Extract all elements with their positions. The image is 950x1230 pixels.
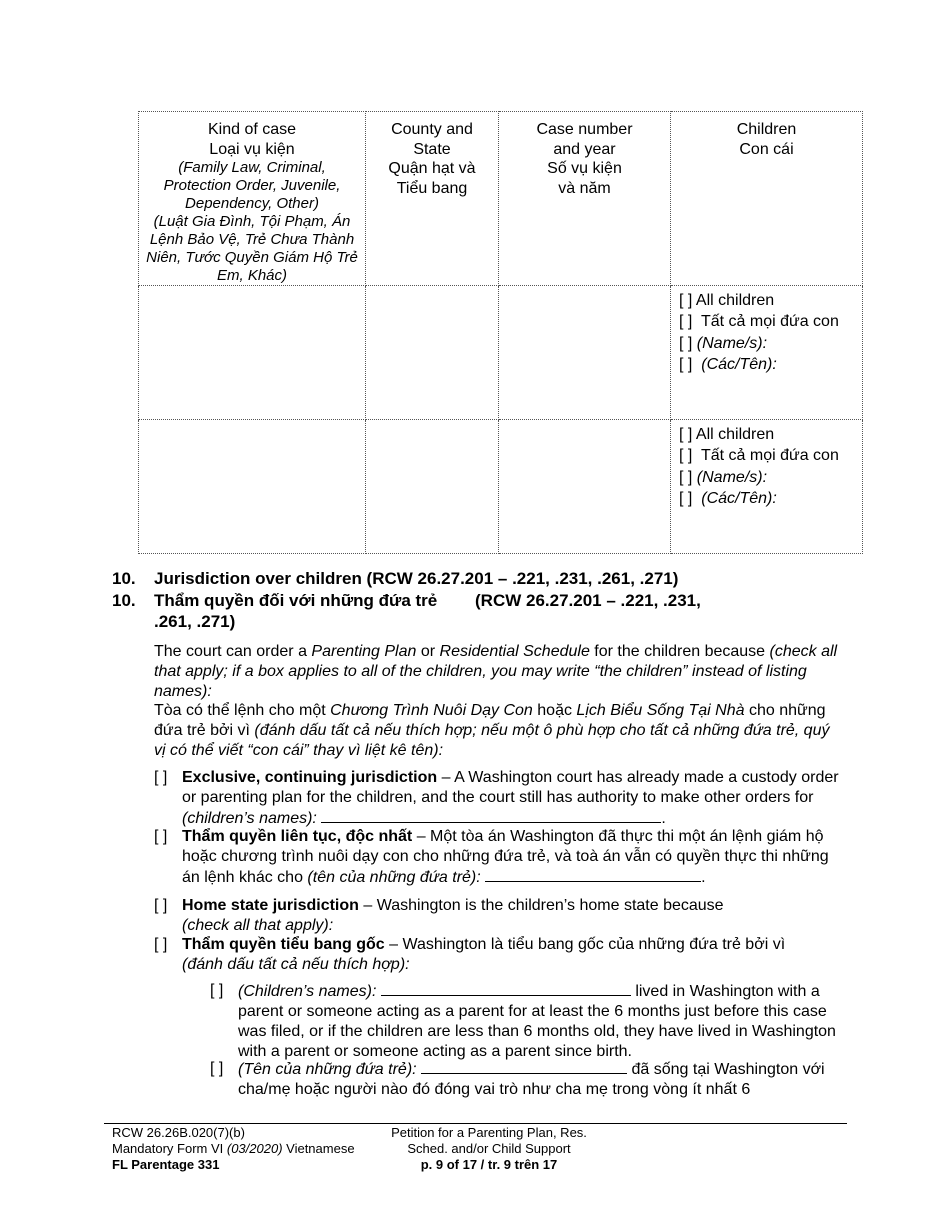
exclusive-jurisdiction-en: Exclusive, continuing jurisdiction – A Washington court has already made a custody order or parenting plan for the children, and the court still has authority to make other orders for (children’s names): .	[182, 769, 839, 827]
checkbox-lived-6-months[interactable]: [ ]	[210, 982, 224, 999]
intro-vi: Tòa có thể lệnh cho một Chương Trình Nuôi Dạy Con hoặc Lịch Biểu Sống Tại Nhà cho những đứa trẻ bởi vì (đánh dấu tất cả nếu thích hợp; nếu một ô phù hợp cho tất cả những đứa trẻ, quý vị có thể viết “con cái” thay vì liệt kê tên):	[154, 702, 830, 759]
header-kind-of-case	[139, 112, 366, 286]
checkbox-home-state[interactable]: [ ]	[154, 897, 168, 914]
header-text: Số vụ kiện	[547, 160, 622, 177]
checkbox[interactable]: [ ]	[679, 447, 693, 464]
footer-center	[374, 1125, 604, 1173]
prior-cases-table	[138, 111, 863, 554]
children-cell	[671, 286, 863, 420]
option-names-vi[interactable]: [ ] (Các/Tên):	[679, 356, 777, 373]
footer-form-id: FL Parentage 331	[112, 1157, 220, 1172]
option-names-vi[interactable]: [ ] (Các/Tên):	[679, 490, 777, 507]
checkbox-exclusive[interactable]: [ ]	[154, 769, 168, 786]
page-number: p. 9 of 17 / tr. 9 trên 17	[420, 1157, 558, 1172]
option-all-children[interactable]: [ ] All children	[679, 292, 775, 309]
section-number: 10.	[112, 591, 136, 610]
option-names[interactable]: [ ] (Name/s):	[679, 469, 768, 486]
checkbox-home-state-vi[interactable]: [ ]	[154, 936, 168, 953]
checkbox-exclusive-vi[interactable]: [ ]	[154, 828, 168, 845]
header-text: Tiểu bang	[396, 179, 468, 197]
header-text: County and	[391, 121, 473, 138]
county-state-cell[interactable]	[366, 286, 499, 420]
kind-of-case-cell[interactable]	[139, 286, 366, 420]
section-title-en: Jurisdiction over children (RCW 26.27.201 – .221, .231, .261, .271)	[154, 569, 679, 588]
header-text: Quận hạt và	[388, 160, 476, 177]
checkbox[interactable]: [ ]	[679, 313, 693, 330]
header-text: and year	[553, 140, 616, 158]
option-all-children-vi[interactable]: [ ] Tất cả mọi đứa con	[679, 313, 839, 330]
case-number-cell[interactable]	[499, 420, 671, 554]
checkbox[interactable]: [ ]	[679, 356, 693, 373]
footer-divider	[104, 1123, 847, 1124]
header-text: Loại vụ kiện	[209, 140, 295, 158]
option-all-children[interactable]: [ ] All children	[679, 426, 775, 443]
header-county-state	[366, 112, 499, 286]
footer-title-cont: Sched. and/or Child Support	[407, 1141, 571, 1156]
intro-en: The court can order a Parenting Plan or Residential Schedule for the children because (check all that apply; if a box applies to all of the children, you may write “the children” instead of listing names):	[154, 643, 838, 700]
exclusive-jurisdiction-vi: Thẩm quyền liên tục, độc nhất – Một tòa án Washington đã thực thi một án lệnh giám hộ hoặc chương trình nuôi dạy con cho những đứa trẻ, và toà án vẫn có quyền thực thi những án lệnh khác cho (tên của những đứa trẻ): .	[182, 828, 829, 886]
section-heading-en	[112, 568, 872, 590]
option-names[interactable]: [ ] (Name/s):	[679, 335, 768, 352]
lived-6-months-en: (Children’s names): lived in Washington with a parent or someone acting as a parent for at least the 6 months just before this case was filed, or if the children are less than 6 months old, they have lived in Washington with a parent or someone acting as a parent since birth.	[238, 983, 836, 1060]
children-cell	[671, 420, 863, 554]
checkbox[interactable]: [ ]	[679, 426, 693, 443]
header-text: State	[413, 140, 451, 158]
children-names-field-vi[interactable]	[485, 867, 701, 882]
sub-children-names-field[interactable]	[381, 981, 631, 996]
sub-children-names-field-vi[interactable]	[421, 1059, 627, 1074]
header-text: Kind of case	[207, 121, 297, 138]
table-row	[139, 286, 863, 420]
table-header-row	[139, 112, 863, 286]
header-text: Con cái	[739, 140, 794, 158]
checkbox[interactable]: [ ]	[679, 292, 693, 309]
section-title-vi: Thẩm quyền đối với những đứa trẻ (RCW 26.27.201 – .221, .231,	[154, 591, 701, 610]
checkbox[interactable]: [ ]	[679, 490, 693, 507]
header-text: Case number	[536, 121, 633, 138]
header-text: Children	[736, 121, 797, 138]
home-state-jurisdiction-en: Home state jurisdiction – Washington is the children’s home state because (check all that apply):	[182, 897, 724, 934]
section-title-vi-cont: .261, .271)	[154, 612, 236, 631]
children-names-field[interactable]	[321, 808, 661, 823]
footer-title: Petition for a Parenting Plan, Res.	[391, 1125, 587, 1140]
header-note: (Family Law, Criminal, Protection Order, Juvenile, Dependency, Other)	[163, 159, 341, 212]
lived-6-months-vi: (Tên của những đứa trẻ): đã sống tại Washington với cha/mẹ hoặc người nào đó đóng vai trò như cha mẹ trong vòng ít nhất 6	[238, 1061, 825, 1098]
header-note: (Luật Gia Đình, Tội Phạm, Án Lệnh Bảo Vệ, Trẻ Chưa Thành Niên, Tước Quyền Giám Hộ Trẻ Em, Khác)	[146, 213, 358, 284]
checkbox-lived-6-months-vi[interactable]: [ ]	[210, 1060, 224, 1077]
home-state-jurisdiction-vi: Thẩm quyền tiểu bang gốc – Washington là tiểu bang gốc của những đứa trẻ bởi vì (đánh dấu tất cả nếu thích hợp):	[182, 936, 786, 973]
case-number-cell[interactable]	[499, 286, 671, 420]
footer-form: Mandatory Form VI (03/2020) Vietnamese	[112, 1141, 355, 1156]
header-text: và năm	[558, 179, 611, 197]
checkbox[interactable]: [ ]	[679, 335, 693, 352]
footer-left	[112, 1125, 355, 1173]
header-children	[671, 112, 863, 286]
table-row	[139, 420, 863, 554]
header-case-number	[499, 112, 671, 286]
section-number: 10.	[112, 569, 136, 588]
option-all-children-vi[interactable]: [ ] Tất cả mọi đứa con	[679, 447, 839, 464]
county-state-cell[interactable]	[366, 420, 499, 554]
kind-of-case-cell[interactable]	[139, 420, 366, 554]
section-heading-vi	[112, 590, 872, 634]
footer-rcw: RCW 26.26B.020(7)(b)	[112, 1125, 245, 1140]
checkbox[interactable]: [ ]	[679, 469, 693, 486]
